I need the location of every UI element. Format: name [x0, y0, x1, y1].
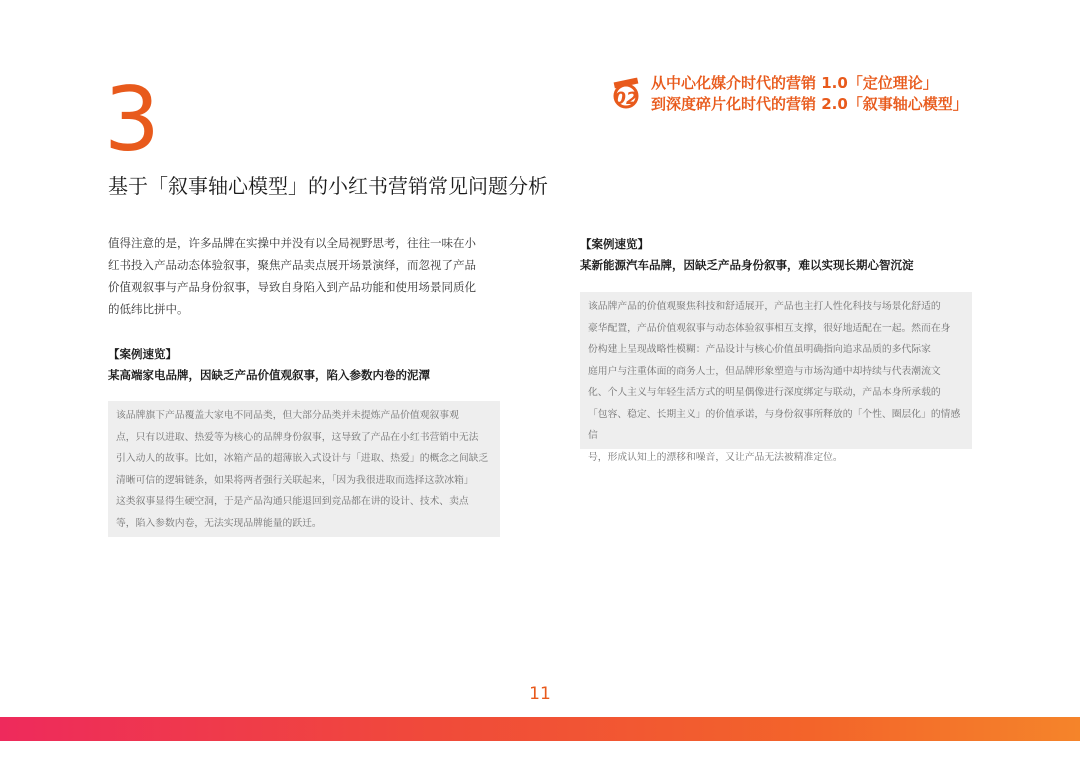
- case1-line: 点，只有以进取、热爱等为核心的品牌身份叙事，这导致了产品在小红书营销中无法: [116, 431, 479, 443]
- case1-label: 【案例速览】: [108, 347, 177, 361]
- case1-line: 引入动人的故事。比如，冰箱产品的超薄嵌入式设计与「进取、热爱」的概念之间缺乏: [116, 453, 489, 464]
- section-header-line2: 到深度碎片化时代的营销 2.0「叙事轴心模型」: [651, 95, 968, 113]
- case2-line: 号，形成认知上的漂移和噪音，又让产品无法被精准定位。: [588, 451, 843, 463]
- case2-line: 份构建上呈现战略性模糊：产品设计与核心价值虽明确指向追求品质的多代际家: [588, 344, 931, 355]
- case1-line: 等，陷入参数内卷，无法实现品牌能量的跃迁。: [116, 517, 322, 529]
- case1-description: [108, 401, 500, 537]
- case2-label: 【案例速览】: [580, 237, 649, 251]
- intro-line: 值得注意的是，许多品牌在实操中并没有以全局视野思考，往往一味在小: [108, 236, 476, 250]
- page-title: 基于「叙事轴心模型」的小红书营销常见问题分析: [108, 174, 548, 198]
- section-badge-icon: [611, 74, 641, 112]
- case2-line: 该品牌产品的价值观聚焦科技和舒适展开，产品也主打人性化科技与场景化舒适的: [588, 301, 941, 312]
- case1-line: 这类叙事显得生硬空洞，于是产品沟通只能退回到竞品都在讲的设计、技术、卖点: [116, 496, 469, 507]
- footer-gradient-bar: [0, 717, 1080, 741]
- case2-line: 「包容、稳定、长期主义」的价值承诺，与身份叙事所释放的「个性、圈层化」的情感信: [588, 408, 961, 441]
- intro-line: 红书投入产品动态体验叙事，聚焦产品卖点展开场景演绎，而忽视了产品: [108, 258, 476, 272]
- section-header: [651, 73, 968, 115]
- case1-line: 清晰可信的逻辑链条，如果将两者强行关联起来，「因为我很进取而选择这款冰箱」: [116, 474, 474, 486]
- case2-line: 化、个人主义与年轻生活方式的明星偶像进行深度绑定与联动，产品本身所承载的: [588, 387, 941, 398]
- case1-line: 该品牌旗下产品覆盖大家电不同品类，但大部分品类并未提炼产品价值观叙事观: [116, 410, 459, 421]
- page-number: 11: [529, 684, 551, 704]
- section-badge-number: 02: [614, 89, 638, 109]
- case2-description: [580, 292, 972, 463]
- intro-paragraph: [108, 232, 506, 320]
- intro-line: 的低纬比拼中。: [108, 302, 189, 316]
- case2-line: 庭用户与注重体面的商务人士，但品牌形象塑造与市场沟通中却持续与代表潮流文: [588, 365, 941, 377]
- case2-line: 豪华配置，产品价值观叙事与动态体验叙事相互支撑，很好地适配在一起。然而在身: [588, 322, 951, 334]
- case1-subtitle: 某高端家电品牌，因缺乏产品价值观叙事，陷入参数内卷的泥潭: [108, 368, 430, 382]
- section-header-line1: 从中心化媒介时代的营销 1.0「定位理论」: [651, 74, 938, 92]
- case2-subtitle: 某新能源汽车品牌，因缺乏产品身份叙事，难以实现长期心智沉淀: [580, 258, 914, 272]
- section-number: 3: [104, 68, 158, 171]
- intro-line: 价值观叙事与产品身份叙事，导致自身陷入到产品功能和使用场景同质化: [108, 280, 476, 294]
